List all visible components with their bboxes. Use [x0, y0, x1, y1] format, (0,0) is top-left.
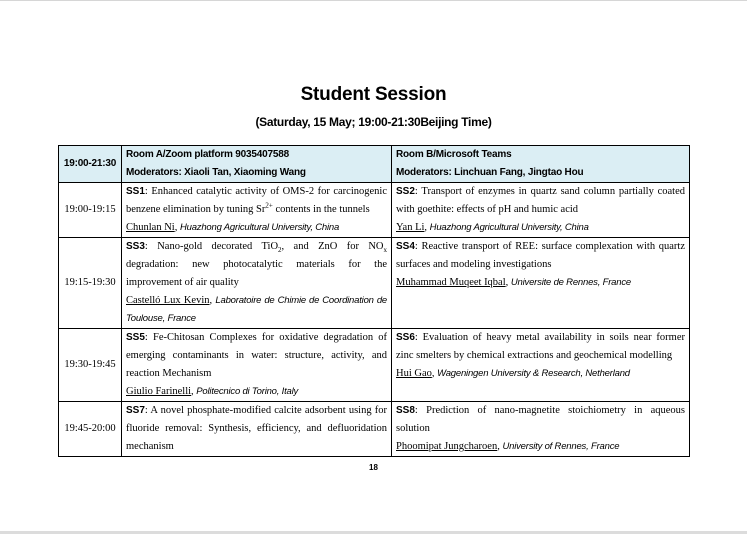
talk-author: Hui Gao: [396, 368, 432, 379]
talk-cell-room-a: SS1: Enhanced catalytic activity of OMS-2 for carcinogenic benzene elimination by tuning $Sr^{2+}$ contents in the tunnels Chunlan Ni, Huazhong Agricultural University, China: [122, 183, 392, 238]
talk-code: SS5: [126, 332, 145, 343]
slot-time: 19:30-19:45: [59, 329, 122, 402]
table-row: [59, 402, 690, 457]
session-subtitle: (Saturday, 15 May; 19:00-21:30Beijing Time): [255, 115, 492, 129]
talk-code: SS8: [396, 405, 415, 416]
room-a-name: Room A/Zoom platform 9035407588: [126, 149, 289, 160]
slot-time: 19:15-19:30: [59, 238, 122, 329]
talk-code: SS7: [126, 405, 145, 416]
room-a-header: [122, 146, 392, 183]
talk-affiliation: Huazhong Agricultural University, China: [429, 222, 589, 233]
talk-title: Fe-Chitosan Complexes for oxidative degradation of emerging contaminants in water: structure, activity, and reaction Mechanism: [126, 332, 388, 379]
talk-code: SS3: [126, 241, 145, 252]
talk-cell-room-b: SS8: Prediction of nano-magnetite stoichiometry in aqueous solution Phoomipat Jungcharoen, University of Rennes, France: [392, 402, 690, 457]
talk-title: Nano-gold decorated TiO$_2$, and ZnO for $NO_x$ degradation: new photocatalytic materials for the improvement of air quality: [126, 241, 387, 288]
session-time-range: 19:00-21:30: [59, 146, 122, 183]
table-header-row: [59, 146, 690, 183]
talk-title: Prediction of nano-magnetite stoichiometry in aqueous solution: [396, 405, 686, 434]
talk-title: Evaluation of heavy metal availability in soils near former zinc smelters by chemical extractions and geochemical modelling: [396, 332, 686, 361]
room-a-moderators: Moderators: Xiaoli Tan, Xiaoming Wang: [126, 167, 306, 178]
table-row: [59, 329, 690, 402]
talk-cell-room-b: SS2: Transport of enzymes in quartz sand column partially coated with goethite: effects of pH and humic acid Yan Li, Huazhong Agricultural University, China: [392, 183, 690, 238]
page-title: Student Session: [300, 84, 447, 105]
talk-code: SS1: [126, 186, 145, 197]
room-b-moderators: Moderators: Linchuan Fang, Jingtao Hou: [396, 167, 584, 178]
talk-title: Transport of enzymes in quartz sand column partially coated with goethite: effects of pH and humic acid: [396, 186, 685, 215]
talk-cell-room-b: SS4: Reactive transport of REE: surface complexation with quartz surfaces and modeling investigations Muhammad Muqeet Iqbal, Universite de Rennes, France: [392, 238, 690, 329]
talk-author: Yan Li: [396, 222, 425, 233]
talk-cell-room-a: SS3: Nano-gold decorated TiO$_2$, and ZnO for $NO_x$ degradation: new photocatalytic materials for the improvement of air quality Castelló Lux Kevin, Laboratoire de Chimie de Coordination de Toulouse, France: [122, 238, 392, 329]
talk-cell-room-a: SS5: Fe-Chitosan Complexes for oxidative degradation of emerging contaminants in water: structure, activity, and reaction Mechanism Giulio Farinelli, Politecnico di Torino, Italy: [122, 329, 392, 402]
talk-affiliation: Universite de Rennes, France: [510, 277, 631, 288]
room-b-header: [392, 146, 690, 183]
slot-time: 19:45-20:00: [59, 402, 122, 457]
talk-title: Enhanced catalytic activity of OMS-2 for carcinogenic benzene elimination by tuning $Sr^{2+}$ contents in the tunnels: [126, 186, 387, 215]
talk-author: Castelló Lux Kevin: [126, 295, 210, 306]
table-row: [59, 238, 690, 329]
talk-author: Muhammad Muqeet Iqbal: [396, 277, 506, 288]
talk-affiliation: Politecnico di Torino, Italy: [196, 386, 299, 397]
talk-affiliation: Huazhong Agricultural University, China: [179, 222, 340, 233]
room-b-name: Room B/Microsoft Teams: [396, 149, 512, 160]
talk-author: Chunlan Ni: [126, 222, 175, 233]
talk-cell-room-a: SS7: A novel phosphate-modified calcite adsorbent using for fluoride removal: Synthesis, efficiency, and defluoridation mechanism: [122, 402, 392, 457]
talk-affiliation: Laboratoire de Chimie de Coordination de Toulouse, France: [126, 295, 387, 324]
talk-code: SS6: [396, 332, 415, 343]
talk-title: A novel phosphate-modified calcite adsorbent using for fluoride removal: Synthesis, efficiency, and defluoridation mechanism: [126, 405, 387, 452]
talk-affiliation: University of Rennes, France: [502, 441, 620, 452]
talk-code: SS4: [396, 241, 415, 252]
talk-affiliation: Wageningen University & Research, Netherland: [437, 368, 630, 379]
top-divider: [0, 0, 747, 1]
talk-author: Giulio Farinelli: [126, 386, 192, 397]
schedule-table: [58, 145, 690, 457]
talk-cell-room-b: SS6: Evaluation of heavy metal availability in soils near former zinc smelters by chemical extractions and geochemical modelling Hui Gao, Wageningen University & Research, Netherland: [392, 329, 690, 402]
talk-code: SS2: [396, 186, 415, 197]
talk-title: Reactive transport of REE: surface complexation with quartz surfaces and modeling investigations: [396, 241, 685, 270]
table-row: [59, 183, 690, 238]
page-number: 18: [369, 463, 378, 472]
slot-time: 19:00-19:15: [59, 183, 122, 238]
talk-author: Phoomipat Jungcharoen: [396, 441, 498, 452]
